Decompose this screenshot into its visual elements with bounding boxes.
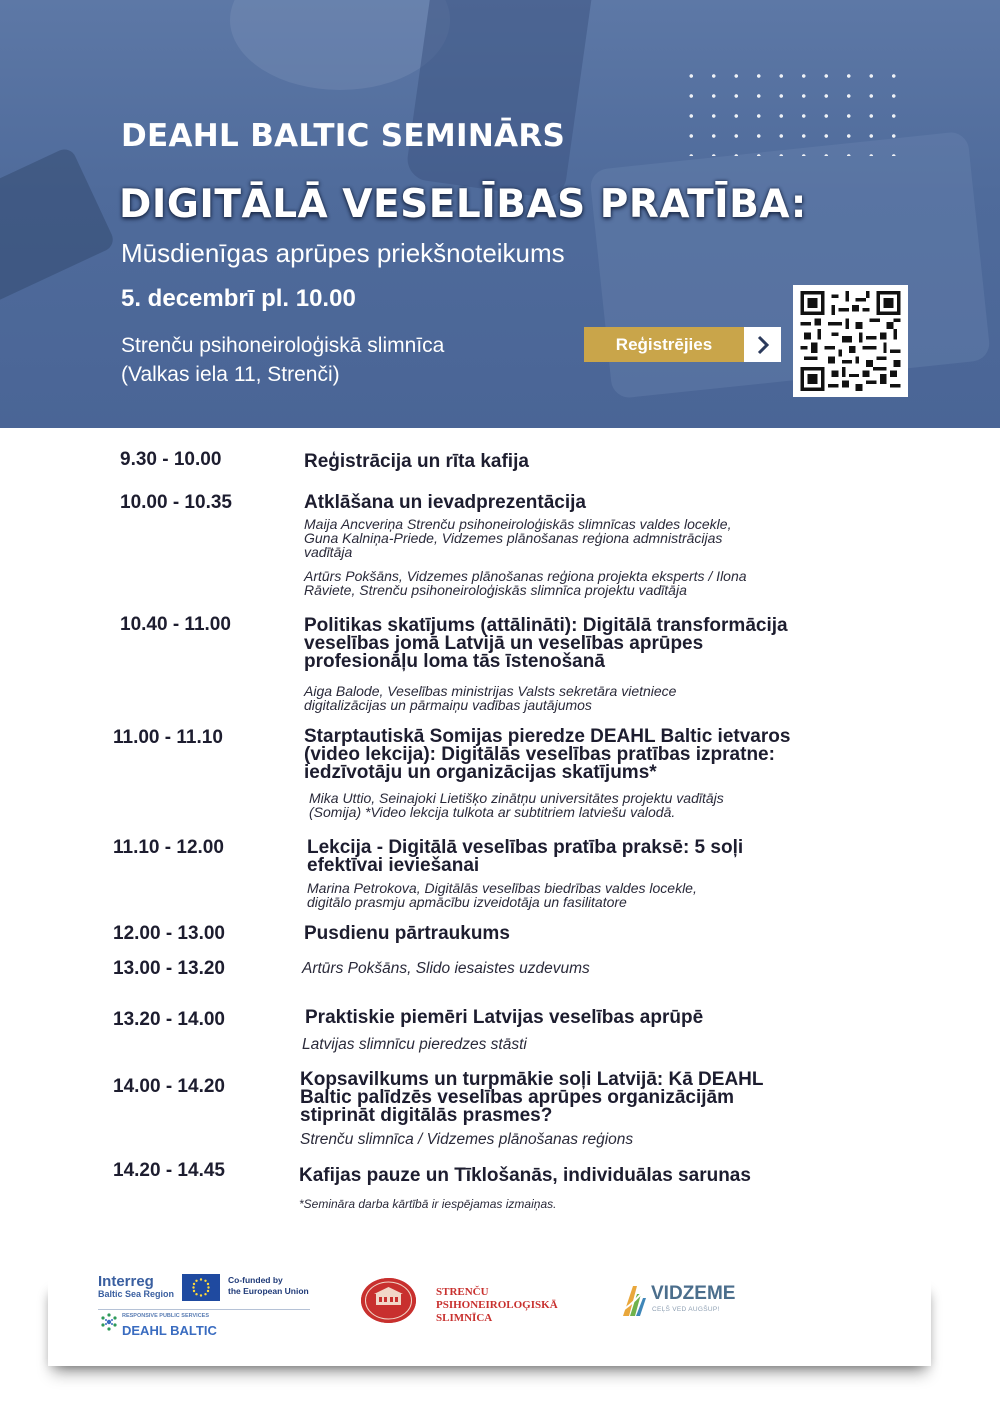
event-date: 5. decembrī pl. 10.00 bbox=[121, 285, 356, 312]
cofund-line: Co-funded by bbox=[228, 1275, 283, 1285]
background-phone-shape bbox=[405, 0, 595, 200]
agenda-title: profesionāļu loma tās īstenošanā bbox=[304, 651, 605, 672]
vidzeme-logo-icon bbox=[621, 1280, 647, 1318]
agenda-speaker: digitalizācijas un pārmaiņu vadības jautājumos bbox=[304, 697, 592, 713]
venue-address: (Valkas iela 11, Strenči) bbox=[121, 363, 340, 386]
agenda-time: 10.40 - 11.00 bbox=[120, 614, 231, 635]
agenda-footnote: *Semināra darba kārtībā ir iespējamas izmaiņas. bbox=[299, 1197, 557, 1211]
agenda-title: Praktiskie piemēri Latvijas veselības aprūpē bbox=[305, 1007, 704, 1028]
hospital-name-line: SLIMNĪCA bbox=[436, 1312, 493, 1324]
agenda-title: Kopsavilkums un turpmākie soļi Latvijā: Kā DEAHL bbox=[300, 1069, 764, 1090]
agenda-speaker: Artūrs Pokšāns, Slido iesaistes uzdevums bbox=[302, 960, 590, 977]
cofund-line: the European Union bbox=[228, 1286, 309, 1296]
chevron-right-icon bbox=[744, 327, 781, 362]
agenda-time: 13.00 - 13.20 bbox=[113, 958, 225, 979]
agenda-title: Baltic palīdzēs veselības aprūpes organizācijām bbox=[300, 1087, 735, 1108]
background-keyboard-shape bbox=[0, 146, 117, 305]
agenda-title: Kafijas pauze un Tīklošanās, individuālas sarunas bbox=[299, 1165, 751, 1186]
event-headline: DIGITĀLĀ VESELĪBAS PRATĪBA: bbox=[119, 182, 807, 227]
hero-banner bbox=[0, 0, 1000, 428]
agenda-title: stiprināt digitālās prasmes? bbox=[300, 1105, 553, 1126]
agenda-title: Politikas skatījums (attālināti): Digitālā transformācija bbox=[304, 615, 788, 636]
hospital-name-line: PSIHONEIROLOĢISKĀ bbox=[436, 1299, 558, 1311]
vidzeme-tagline: CEĻŠ VED AUGŠUP! bbox=[652, 1306, 720, 1313]
agenda-title: Pusdienu pārtraukums bbox=[304, 923, 510, 944]
divider bbox=[98, 1309, 310, 1310]
event-subheadline: Mūsdienīgas aprūpes priekšnoteikums bbox=[121, 238, 565, 268]
agenda-speaker: digitālo prasmju apmācību izveidotāja un fasilitatore bbox=[307, 894, 627, 910]
agenda-speaker: (Somija) *Video lekcija tulkota ar subtitriem latviešu valodā. bbox=[309, 804, 676, 820]
agenda-title: Reģistrācija un rīta kafija bbox=[304, 451, 529, 472]
agenda-time: 11.10 - 12.00 bbox=[113, 837, 224, 858]
agenda-title: efektīvai ieviešanai bbox=[307, 855, 480, 876]
agenda-title: Starptautiskā Somijas pieredze DEAHL Baltic ietvaros bbox=[304, 726, 791, 747]
agenda-time: 11.00 - 11.10 bbox=[113, 727, 223, 748]
agenda-time: 13.20 - 14.00 bbox=[113, 1009, 225, 1030]
event-venue bbox=[121, 331, 541, 389]
agenda-time: 10.00 - 10.35 bbox=[120, 492, 232, 513]
agenda-speaker: vadītāja bbox=[304, 544, 353, 560]
qr-code-icon bbox=[799, 291, 902, 391]
vidzeme-logo-text: VIDZEME bbox=[651, 1283, 736, 1304]
agenda-time: 14.00 - 14.20 bbox=[113, 1076, 225, 1097]
agenda-title: Atklāšana un ievadprezentācija bbox=[304, 492, 586, 513]
agenda-time: 9.30 - 10.00 bbox=[120, 449, 222, 470]
agenda-speaker: Aiga Balode, Veselības ministrijas Valsts sekretāra vietniece bbox=[304, 683, 677, 699]
deahl-dots-icon bbox=[100, 1313, 118, 1331]
agenda-speaker: Maija Ancveriņa Strenču psihoneiroloģiskās slimnīcas valdes locekle, bbox=[304, 516, 732, 532]
agenda-title: Lekcija - Digitālā veselības pratība praksē: 5 soļi bbox=[307, 837, 744, 858]
agenda-speaker: Strenču slimnīca / Vidzemes plānošanas reģions bbox=[300, 1131, 634, 1148]
hospital-name-line: STRENČU bbox=[436, 1286, 489, 1298]
agenda-time: 14.20 - 14.45 bbox=[113, 1160, 225, 1181]
eu-cofunding-text bbox=[228, 1275, 309, 1297]
partner-logos-footer bbox=[48, 1273, 931, 1366]
dot-grid-decoration bbox=[680, 66, 910, 156]
agenda-speaker: Artūrs Pokšāns, Vidzemes plānošanas reģiona projekta eksperts / Ilona bbox=[304, 568, 747, 584]
event-kicker: DEAHL BALTIC SEMINĀRS bbox=[121, 118, 566, 154]
agenda-time: 12.00 - 13.00 bbox=[113, 923, 225, 944]
interreg-region: Baltic Sea Region bbox=[98, 1289, 175, 1299]
background-shape bbox=[230, 0, 450, 90]
qr-code[interactable] bbox=[793, 285, 908, 397]
agenda-title: veselības jomā Latvijā un veselības aprūpes bbox=[304, 633, 704, 654]
hospital-logo-text bbox=[436, 1286, 558, 1325]
agenda-speaker: Mika Uttio, Seinajoki Lietišķo zinātņu universitātes projektu vadītājs bbox=[309, 790, 724, 806]
register-button-label: Reģistrējies bbox=[584, 327, 744, 362]
deahl-logo-text: DEAHL BALTIC bbox=[122, 1323, 217, 1338]
venue-name: Strenču psihoneiroloģiskā slimnīca bbox=[121, 334, 445, 357]
agenda-title: iedzīvotāju un organizācijas skatījums* bbox=[304, 762, 657, 783]
interreg-logo-text: Interreg bbox=[98, 1273, 154, 1290]
eu-flag-icon bbox=[182, 1274, 220, 1301]
register-button[interactable] bbox=[584, 327, 781, 362]
hospital-logo-icon bbox=[361, 1278, 416, 1323]
agenda-speaker: Latvijas slimnīcu pieredzes stāsti bbox=[302, 1036, 527, 1053]
deahl-tagline: RESPONSIVE PUBLIC SERVICES bbox=[122, 1313, 210, 1319]
agenda-speaker: Rāviete, Strenču psihoneiroloģiskās slimnīca projektu vadītāja bbox=[304, 582, 687, 598]
agenda-speaker: Marina Petrokova, Digitālās veselības biedrības valdes locekle, bbox=[307, 880, 697, 896]
agenda-title: (video lekcija): Digitālās veselības pratības izpratne: bbox=[304, 744, 775, 765]
agenda-speaker: Guna Kalniņa-Priede, Vidzemes plānošanas reģiona admnistrācijas bbox=[304, 530, 723, 546]
